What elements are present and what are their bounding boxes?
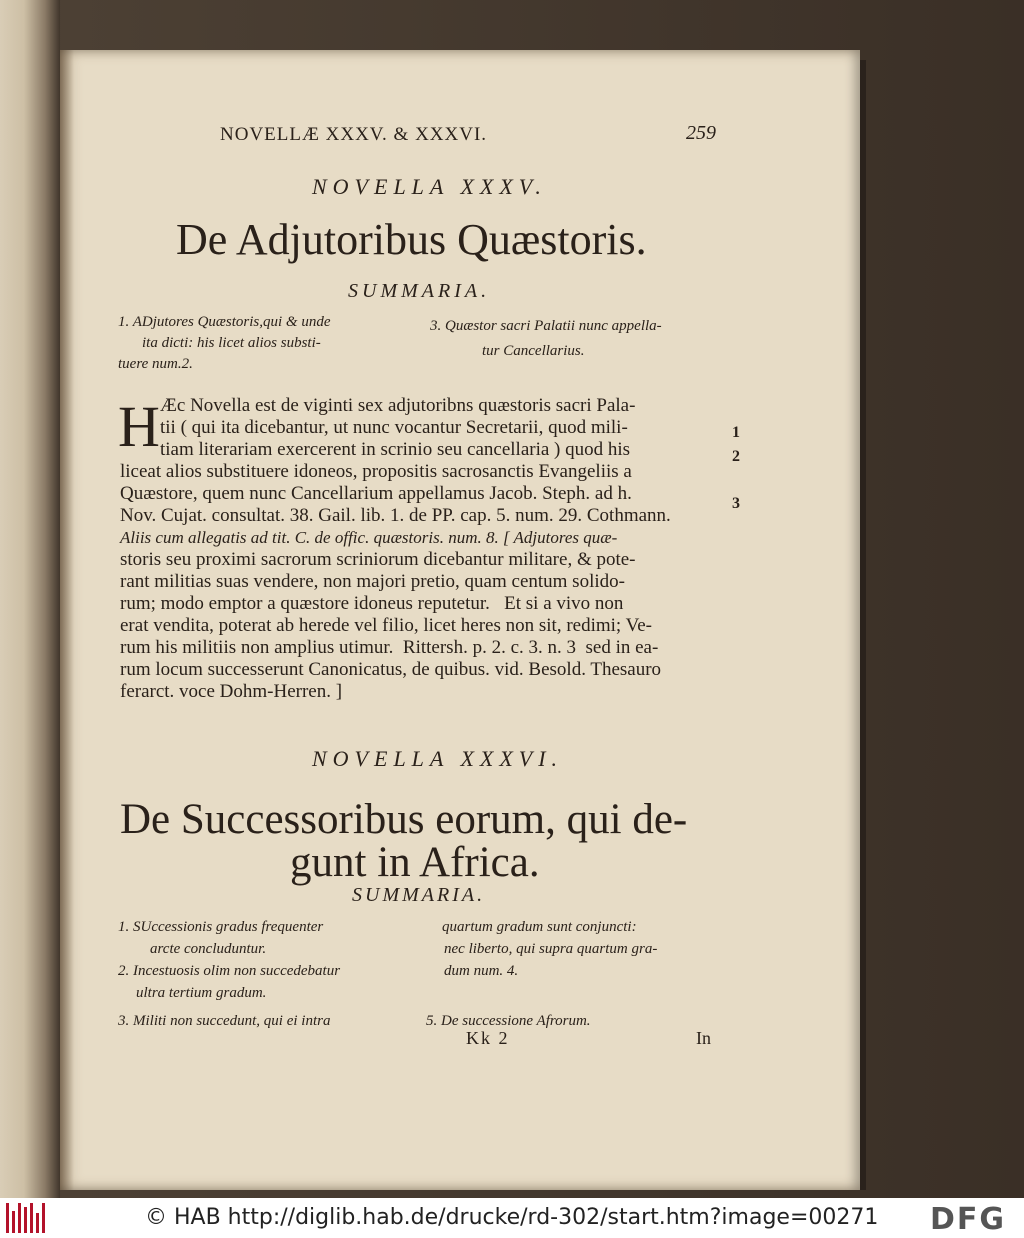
summary-list-left-35 bbox=[118, 312, 331, 375]
summaria-heading-35: SUMMARIA. bbox=[348, 280, 491, 302]
summary-item: arcte concluduntur. bbox=[150, 941, 267, 957]
dfg-logo: DFG bbox=[930, 1202, 1007, 1237]
novella-heading-35: NOVELLA XXXV. bbox=[312, 174, 547, 199]
margin-number: 3 bbox=[732, 495, 740, 512]
page-gutter-shadow bbox=[60, 50, 74, 1190]
summary-item: dum num. 4. bbox=[444, 963, 519, 979]
summary-item: tur Cancellarius. bbox=[482, 343, 585, 359]
body-line: erat vendita, poterat ab herede vel filio, licet heres non sit, redimi; Ve- bbox=[120, 615, 652, 636]
body-line: storis seu proximi sacrorum scriniorum dicebantur militare, & pote- bbox=[120, 549, 636, 570]
body-line: liceat alios substituere idoneos, propositis sacrosanctis Evangeliis a bbox=[120, 461, 632, 482]
summary-list-left-36 bbox=[118, 916, 340, 1032]
summary-item: ita dicti: his licet alios substi- bbox=[142, 335, 321, 351]
body-line: tiam literariam exercerent in scrinio seu cancellaria ) quod his bbox=[160, 439, 631, 460]
page-number: 259 bbox=[686, 122, 716, 144]
summary-item: 3. Militi non succedunt, qui ei intra bbox=[118, 1013, 331, 1029]
catchword: In bbox=[696, 1028, 711, 1048]
summary-item: ultra tertium gradum. bbox=[136, 985, 267, 1001]
viewer-footer-bar bbox=[0, 1198, 1024, 1238]
summary-item: tuere num.2. bbox=[118, 356, 193, 372]
running-title: NOVELLÆ XXXV. & XXXVI. bbox=[220, 124, 488, 145]
summary-item: 1. SUccessionis gradus frequenter bbox=[118, 919, 324, 935]
facing-page-edge bbox=[0, 0, 60, 1198]
summary-item: nec liberto, qui supra quartum gra- bbox=[444, 941, 658, 957]
hab-logo-icon bbox=[6, 1203, 48, 1233]
body-line: Aliis cum allegatis ad tit. C. de offic. quæstoris. num. 8. [ Adjutores quæ- bbox=[120, 528, 618, 547]
body-line: tii ( qui ita dicebantur, ut nunc vocantur Secretarii, quod mili- bbox=[160, 417, 628, 438]
body-line: Quæstore, quem nunc Cancellarium appellamus Jacob. Steph. ad h. bbox=[120, 483, 632, 504]
summary-item: quartum gradum sunt conjuncti: bbox=[442, 919, 637, 935]
novella-title-36-line1: De Successoribus eorum, qui de- bbox=[120, 796, 688, 843]
body-line: Æc Novella est de viginti sex adjutoribns quæstoris sacri Pala- bbox=[160, 395, 636, 416]
body-line: Nov. Cujat. consultat. 38. Gail. lib. 1. de PP. cap. 5. num. 29. Cothmann. bbox=[120, 505, 671, 526]
summary-item: 1. ADjutores Quæstoris,qui & unde bbox=[118, 314, 331, 330]
margin-number: 1 bbox=[732, 424, 740, 441]
summaria-heading-36: SUMMARIA. bbox=[352, 884, 486, 906]
summary-item: 5. De successione Afrorum. bbox=[426, 1013, 591, 1029]
body-line: rum; modo emptor a quæstore idoneus reputetur. Et si a vivo non bbox=[120, 593, 624, 614]
signature-mark: Kk 2 bbox=[466, 1028, 510, 1048]
copyright-url-text: © HAB http://diglib.hab.de/drucke/rd-302/start.htm?image=00271 bbox=[145, 1205, 879, 1230]
novella-title-35: De Adjutoribus Quæstoris. bbox=[176, 215, 647, 264]
summary-item: 2. Incestuosis olim non succedebatur bbox=[118, 963, 341, 979]
novella-title-36-line2: gunt in Africa. bbox=[290, 839, 540, 886]
margin-number: 2 bbox=[732, 448, 740, 465]
summary-item: 3. Quæstor sacri Palatii nunc appella- bbox=[430, 318, 662, 334]
page-edge-shadow bbox=[860, 60, 866, 1190]
body-line: rum his militiis non amplius utimur. Rittersh. p. 2. c. 3. n. 3 sed in ea- bbox=[120, 637, 659, 658]
summary-list-right-35 bbox=[430, 316, 662, 362]
drop-cap-initial: H bbox=[118, 394, 160, 459]
body-line: ferarct. voce Dohm-Herren. ] bbox=[120, 681, 343, 702]
body-line: rum locum successerunt Canonicatus, de quibus. vid. Besold. Thesauro bbox=[120, 659, 662, 680]
novella-heading-36: NOVELLA XXXVI. bbox=[312, 746, 564, 771]
summary-list-right-36 bbox=[426, 916, 658, 1032]
body-line: rant militias suas vendere, non majori pretio, quam centum solido- bbox=[120, 571, 625, 592]
